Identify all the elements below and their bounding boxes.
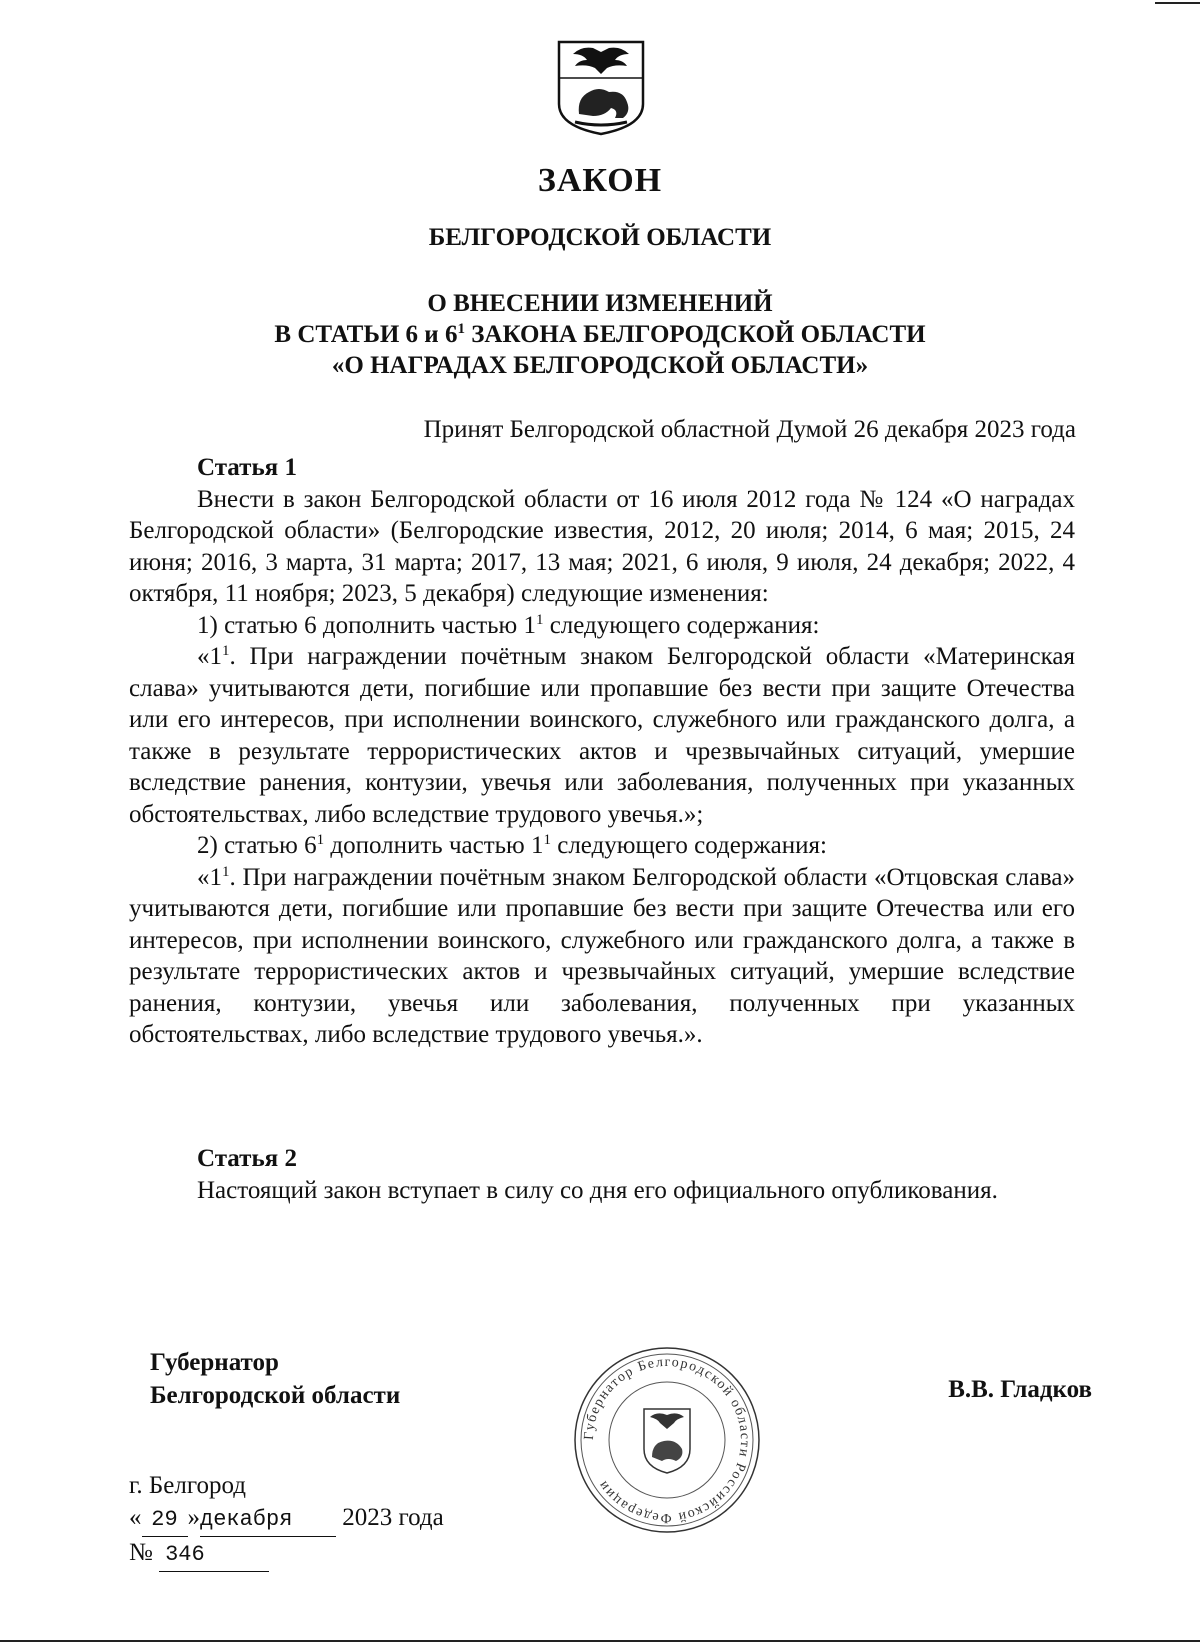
- law-name-line-1: О ВНЕСЕНИИ ИЗМЕНЕНИЙ: [427, 290, 773, 317]
- place-date-block: [129, 1470, 444, 1572]
- article-1-heading: Статья 1: [197, 454, 297, 481]
- governor-position: [150, 1346, 400, 1412]
- governor-name: В.В. Гладков: [948, 1376, 1092, 1403]
- law-name: [0, 288, 1200, 381]
- date-month: декабря: [200, 1504, 336, 1537]
- article-1: [129, 452, 1075, 1051]
- date-day: 29: [142, 1504, 188, 1537]
- article-1-item-1-text: «$1^1$. При награждении почётным знаком Белгородской области «Материнская слава» учитываются дети, погибшие или пропавшие без вести при защите Отечества или его интересов, при исполнении воинского, служебного или гражданского долга, а также в результате террористических актов и чрезвычайных ситуаций, умершие вследствие ранения, контузии, увечья или заболевания, полученных при указанных обстоятельствах, либо вследствие трудового увечья.»;: [129, 643, 1075, 828]
- law-name-line-2: В СТАТЬИ 6 и $6^1$ ЗАКОНА БЕЛГОРОДСКОЙ ОБЛАСТИ: [274, 321, 926, 348]
- official-seal: [572, 1345, 762, 1535]
- scan-edge-top-right: [1155, 2, 1200, 4]
- number-line: № 346: [129, 1537, 444, 1572]
- city-label: г. Белгород: [129, 1472, 246, 1499]
- document-number: 346: [159, 1539, 269, 1572]
- article-2-text: Настоящий закон вступает в силу со дня его официального опубликования.: [197, 1176, 998, 1204]
- date-year: 2023 года: [342, 1504, 444, 1531]
- article-2-heading: Статья 2: [197, 1145, 297, 1172]
- article-1-item-2-text: «$1^1$. При награждении почётным знаком Белгородской области «Отцовская слава» учитываются дети, погибшие или пропавшие без вести при защите Отечества или его интересов, при исполнении воинского, служебного или гражданского долга, а также в результате террористических актов и чрезвычайных ситуаций, умершие вследствие ранения, контузии, увечья или заболевания, полученных при указанных обстоятельствах, либо вследствие трудового увечья.».: [129, 863, 1075, 1048]
- coat-of-arms-emblem: [553, 38, 649, 138]
- document-title: ЗАКОН: [537, 162, 663, 199]
- svg-text:Губернатор Белгородской област: Губернатор Белгородской области Российской Федерации: [581, 1354, 753, 1526]
- date-line: « 29 »декабря 2023 года: [129, 1502, 444, 1537]
- adoption-line: Принят Белгородской областной Думой 26 декабря 2023 года: [423, 416, 1076, 443]
- governor-position-line-1: Губернатор: [150, 1349, 279, 1376]
- governor-position-line-2: Белгородской области: [150, 1382, 401, 1409]
- article-1-item-1: 1) статью 6 дополнить частью $1^1$ следующего содержания:: [197, 611, 820, 639]
- document-region: БЕЛГОРОДСКОЙ ОБЛАСТИ: [428, 224, 772, 251]
- scan-edge-bottom: [0, 1640, 1200, 1642]
- law-name-line-3: «О НАГРАДАХ БЕЛГОРОДСКОЙ ОБЛАСТИ»: [331, 352, 869, 379]
- article-1-intro: Внести в закон Белгородской области от 16 июля 2012 года № 124 «О наградах Белгородской области» (Белгородские известия, 2012, 20 июля; 2014, 6 мая; 2015, 24 июня; 2016, 3 марта, 31 марта; 2017, 13 мая; 2021, 6 июля, 9 июля, 24 декабря; 2022, 4 октября, 11 ноября; 2023, 5 декабря) следующие изменения:: [129, 485, 1075, 607]
- article-1-item-2: 2) статью $6^1$ дополнить частью $1^1$ следующего содержания:: [197, 832, 827, 859]
- article-2: [129, 1143, 1075, 1206]
